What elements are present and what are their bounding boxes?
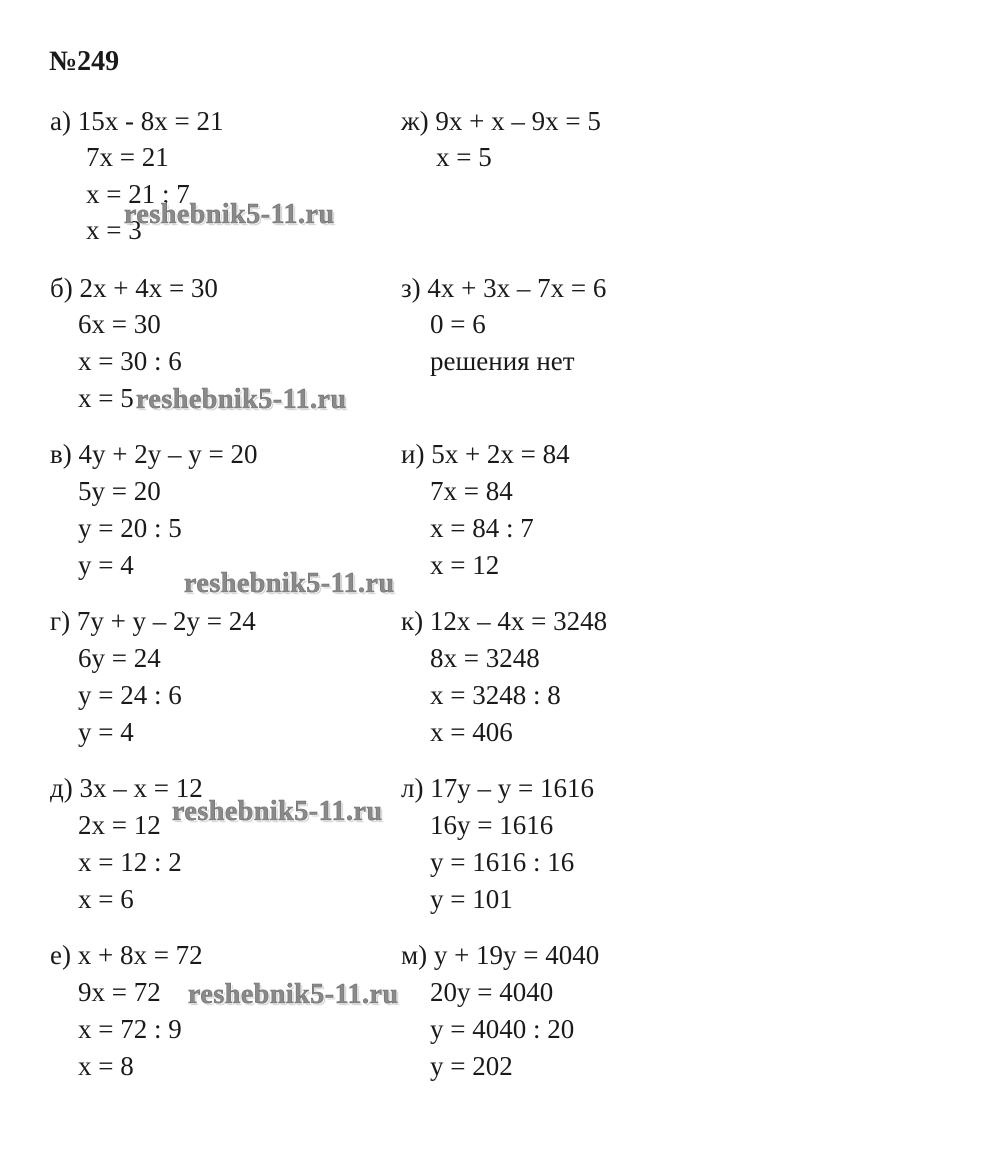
- problem-l-answer: y = 101: [430, 884, 513, 914]
- problem-b-statement: б) 2x + 4x = 30: [50, 273, 218, 303]
- problem-v-statement: в) 4y + 2y – y = 20: [50, 439, 258, 469]
- problem-b-step: x = 30 : 6: [78, 346, 182, 376]
- problem-d-answer: x = 6: [78, 884, 134, 914]
- watermark-text: reshebnik5-11.ru: [184, 568, 395, 599]
- problem-v-step: 5y = 20: [78, 476, 161, 506]
- problem-i-statement: и) 5x + 2x = 84: [401, 439, 570, 469]
- problem-g-answer: y = 4: [78, 717, 134, 747]
- problem-e-step: 9x = 72: [78, 977, 161, 1007]
- problem-k-step: x = 3248 : 8: [430, 680, 561, 710]
- problem-v-step: y = 20 : 5: [78, 513, 182, 543]
- problem-m-statement: м) y + 19y = 4040: [401, 940, 600, 970]
- problem-m-step: 20y = 4040: [430, 977, 554, 1007]
- problem-k-step: 8x = 3248: [430, 643, 540, 673]
- watermark-text: reshebnik5-11.ru: [136, 384, 347, 415]
- problem-a-answer: x = 3: [86, 215, 142, 245]
- problem-b-step: 6x = 30: [78, 309, 161, 339]
- problem-m-answer: y = 202: [430, 1051, 513, 1081]
- problem-zh-answer: x = 5: [436, 142, 492, 172]
- problem-i-answer: x = 12: [430, 550, 500, 580]
- problem-g-step: 6y = 24: [78, 643, 161, 673]
- watermark-text: reshebnik5-11.ru: [124, 199, 335, 230]
- problem-a-step: 7x = 21: [86, 142, 169, 172]
- problem-i-step: 7x = 84: [430, 476, 513, 506]
- problem-e-step: x = 72 : 9: [78, 1014, 182, 1044]
- problem-d-statement: д) 3x – x = 12: [50, 773, 203, 803]
- problem-g-statement: г) 7y + y – 2y = 24: [50, 606, 256, 636]
- problem-z-answer: решения нет: [430, 346, 575, 376]
- problem-e-answer: x = 8: [78, 1051, 134, 1081]
- problem-k-answer: x = 406: [430, 717, 513, 747]
- problem-d-step: 2x = 12: [78, 810, 161, 840]
- problem-b-answer: x = 5: [78, 383, 134, 413]
- problem-e-statement: е) x + 8x = 72: [50, 940, 203, 970]
- problem-l-step: y = 1616 : 16: [430, 847, 575, 877]
- problem-m-step: y = 4040 : 20: [430, 1014, 575, 1044]
- problem-a-statement: а) 15x - 8x = 21: [50, 106, 224, 136]
- watermark-text: reshebnik5-11.ru: [188, 979, 399, 1010]
- problem-l-step: 16y = 1616: [430, 810, 554, 840]
- problem-a-step: x = 21 : 7: [86, 179, 190, 209]
- problem-g-step: y = 24 : 6: [78, 680, 182, 710]
- problem-zh-statement: ж) 9x + x – 9x = 5: [401, 106, 601, 136]
- problem-z-step: 0 = 6: [430, 309, 486, 339]
- problem-k-statement: к) 12x – 4x = 3248: [401, 606, 608, 636]
- problem-z-statement: з) 4x + 3x – 7x = 6: [401, 273, 607, 303]
- watermark-text: reshebnik5-11.ru: [172, 796, 383, 827]
- page-title: №249: [49, 46, 120, 77]
- problem-i-step: x = 84 : 7: [430, 513, 534, 543]
- problem-l-statement: л) 17y – y = 1616: [401, 773, 594, 803]
- problem-d-step: x = 12 : 2: [78, 847, 182, 877]
- problem-v-answer: y = 4: [78, 550, 134, 580]
